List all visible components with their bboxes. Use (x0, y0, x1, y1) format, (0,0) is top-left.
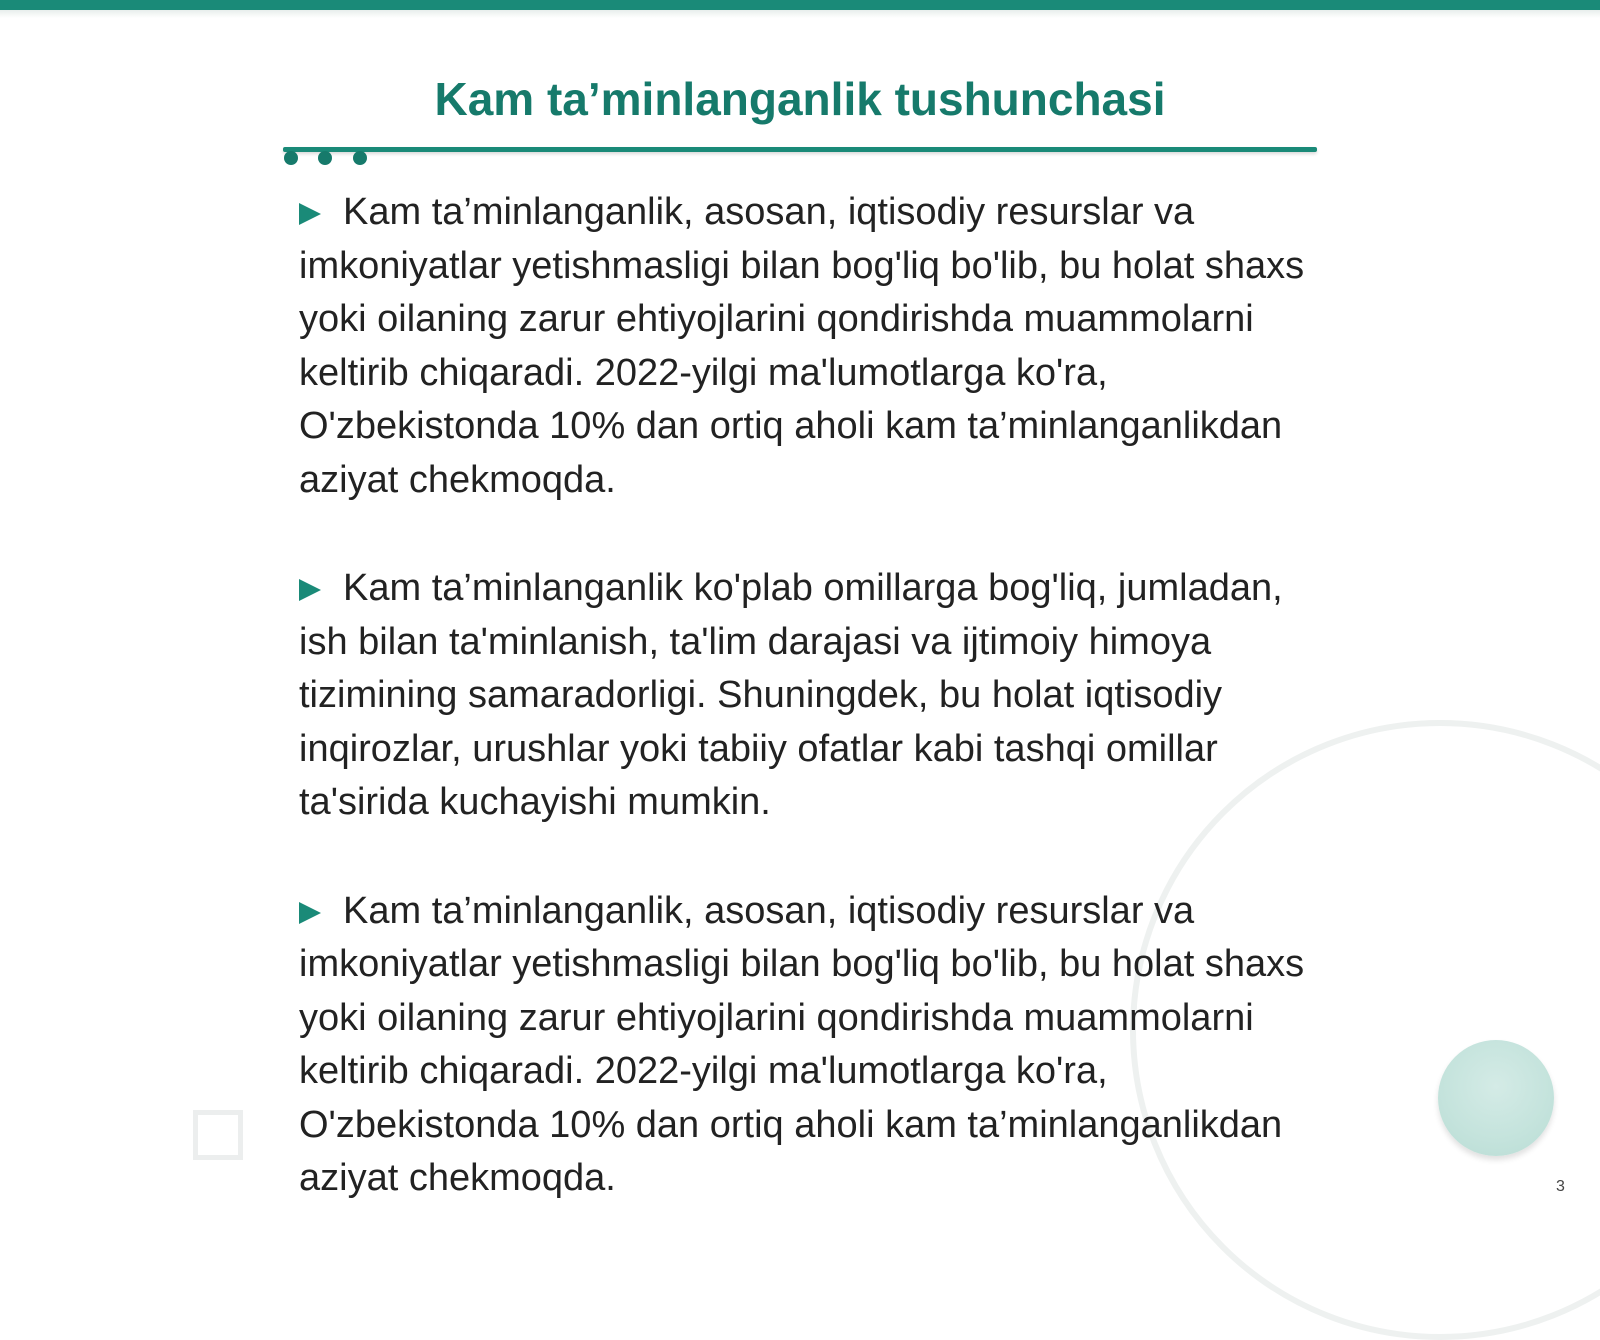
bullet-text: Kam ta’minlanganlik ko'plab omillarga bog'liq, jumladan, ish bilan ta'minlanish, ta'lim darajasi va ijtimoiy himoya tizimining samaradorligi. Shuningdek, bu holat iqtisodiy inqirozlar, urushlar yoki tabiiy ofatlar kabi tashqi omillar ta'sirida kuchayishi mumkin. (299, 567, 1283, 823)
bullet-text: Kam ta’minlanganlik, asosan, iqtisodiy resurslar va imkoniyatlar yetishmasligi bilan bog'liq bo'lib, bu holat shaxs yoki oilaning zarur ehtiyojlarini qondirishda muammolarni keltirib chiqaradi. 2022-yilgi ma'lumotlarga ko'ra, O'zbekistonda 10% dan ortiq aholi kam ta’minlanganlikdan aziyat chekmoqda. (299, 191, 1305, 501)
bullet-list (299, 186, 1309, 1261)
underline-dot-2 (318, 151, 332, 165)
underline-dot-3 (353, 151, 367, 165)
bullet-item (299, 186, 1309, 507)
slide-title: Kam ta’minlanganlik tushunchasi (434, 73, 1166, 125)
triangle-right-icon (299, 203, 321, 225)
bullet-text: Kam ta’minlanganlik, asosan, iqtisodiy resurslar va imkoniyatlar yetishmasligi bilan bog'liq bo'lib, bu holat shaxs yoki oilaning zarur ehtiyojlarini qondirishda muammolarni keltirib chiqaradi. 2022-yilgi ma'lumotlarga ko'ra, O'zbekistonda 10% dan ortiq aholi kam ta’minlanganlikdan aziyat chekmoqda. (299, 889, 1305, 1199)
underline-dot-1 (284, 151, 298, 165)
top-bar-shadow (0, 10, 1600, 18)
triangle-right-icon (299, 902, 321, 924)
title-underline (283, 147, 1317, 152)
bullet-item (299, 562, 1309, 830)
triangle-right-icon (299, 579, 321, 601)
bullet-item (299, 885, 1309, 1206)
decorative-circle (1438, 1040, 1554, 1156)
slide-number: 3 (1556, 1178, 1565, 1195)
top-accent-bar (0, 0, 1600, 10)
decorative-square (193, 1110, 243, 1160)
